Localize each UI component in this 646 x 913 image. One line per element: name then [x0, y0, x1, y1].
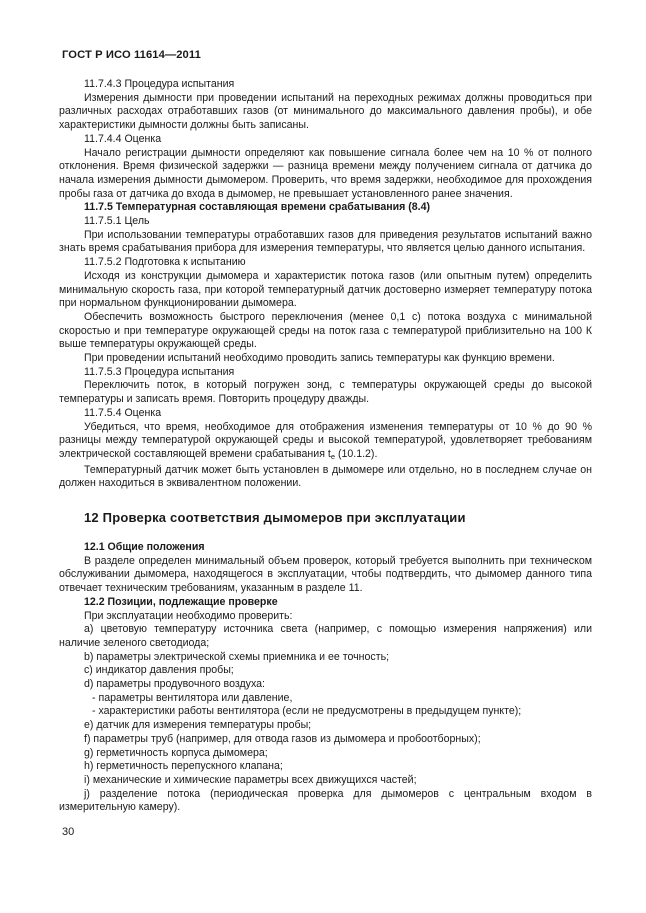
list-item: e) датчик для измерения температуры пробы;	[84, 719, 312, 732]
list-item: i) механические и химические параметры всех движущихся частей;	[84, 773, 417, 786]
paragraph: В разделе определен минимальный объем проверок, который требуется выполнить при техническом обслуживании дымомера, находящегося в эксплуатации, чтобы подтвердить, что дымомер данного типа отвечает техническим требованиям, указанным в разделе 11.	[59, 554, 592, 595]
subscript: e	[330, 451, 335, 461]
clause-number: 11.7.4.3 Процедура испытания	[84, 78, 235, 90]
document-header: ГОСТ Р ИСО 11614—2011	[62, 49, 201, 61]
paragraph: При эксплуатации необходимо проверить:	[84, 609, 293, 622]
paragraph: Переключить поток, в который погружен зонд, с температуры окружающей среды до высокой температуры и записать время. Повторить процедуру дважды.	[59, 379, 592, 406]
list-item: а) цветовую температуру источника света (например, с помощью измерения напряжения) или наличие зеленого светодиода;	[59, 623, 592, 649]
list-item: h) герметичность перепускного клапана;	[84, 760, 283, 773]
clause-number: 11.7.5.3 Процедура испытания	[84, 365, 235, 378]
subsection-heading: 12.2 Позиции, подлежащие проверке	[84, 595, 278, 608]
paragraph	[59, 421, 592, 464]
subsection-heading: 11.7.5 Температурная составляющая времени срабатывания (8.4)	[84, 201, 431, 214]
paragraph: При проведении испытаний необходимо проводить запись температуры как функцию времени.	[84, 352, 555, 365]
paragraph: Измерения дымности при проведении испытаний на переходных режимах должны проводиться при различных расходах отработавших газов (от минимального до максимального давления пробы), и обе характеристики дымности должны быть записаны.	[59, 91, 592, 132]
clause-number: 11.7.4.4 Оценка	[84, 132, 162, 145]
section-heading: 12 Проверка соответствия дымомеров при эксплуатации	[84, 510, 466, 525]
subsection-heading: 12.1 Общие положения	[84, 541, 205, 553]
list-item: g) герметичность корпуса дымомера;	[84, 746, 268, 759]
list-subitem: - характеристики работы вентилятора (если не предусмотрены в предыдущем пункте);	[92, 705, 522, 718]
clause-number: 11.7.5.2 Подготовка к испытанию	[84, 256, 246, 269]
section-12-content	[59, 541, 592, 815]
list-subitem: - параметры вентилятора или давление,	[92, 691, 293, 704]
list-item: j) разделение потока (периодическая проверка для дымомеров с центральным входом в измерительную камеру).	[59, 787, 592, 814]
clause-number: 11.7.5.4 Оценка	[84, 406, 162, 419]
clause-number: 11.7.5.1 Цель	[84, 215, 150, 228]
page-number: 30	[62, 826, 75, 838]
paragraph: При использовании температуры отработавших газов для приведения результатов испытаний важно знать время срабатывания прибора для измерения температуры, что является целью данного испытания.	[59, 228, 592, 255]
paragraph: Исходя из конструкции дымомера и характеристик потока газов (или опытным путем) определить минимальную скорость газа, при которой температурный датчик достоверно измеряет температуру потока при нормальном функционировании дымомера.	[59, 269, 592, 310]
list-item: c) индикатор давления пробы;	[84, 664, 234, 677]
list-item: b) параметры электрической схемы приемника и ее точность;	[84, 650, 390, 663]
paragraph-text: (10.1.2).	[335, 447, 378, 460]
section-11-content	[59, 78, 592, 491]
list-item: d) параметры продувочного воздуха:	[84, 678, 265, 691]
paragraph: Температурный датчик может быть установлен в дымомере или отдельно, но в последнем случае он должен находиться в эквивалентном положении.	[59, 463, 592, 490]
paragraph: Начало регистрации дымности определяют как повышение сигнала более чем на 10 % от полного отклонения. Время физической задержки — разница времени между получением сигнала от датчика до начала измерения дымности дымомером. Проверить, что время задержки, необходимое для прохождения пробы газа от датчика до входа в дымомер, не превышает установленного ранее значения.	[59, 146, 592, 200]
list-item: f) параметры труб (например, для отвода газов из дымомера и пробоотборных);	[84, 732, 481, 745]
paragraph-text: Убедиться, что время, необходимое для отображения изменения температуры от 10 % до 90 % разницы между температурой окружающей среды и высокой температурой, удовлетворяет требованиям электрической составляющей времени срабатывания t	[59, 420, 592, 460]
paragraph: Обеспечить возможность быстрого переключения (менее 0,1 с) потока воздуха с минимальной скоростью и при температуре окружающей среды на поток газа с температурой приблизительно на 100 К выше температуры окружающей среды.	[59, 310, 592, 351]
